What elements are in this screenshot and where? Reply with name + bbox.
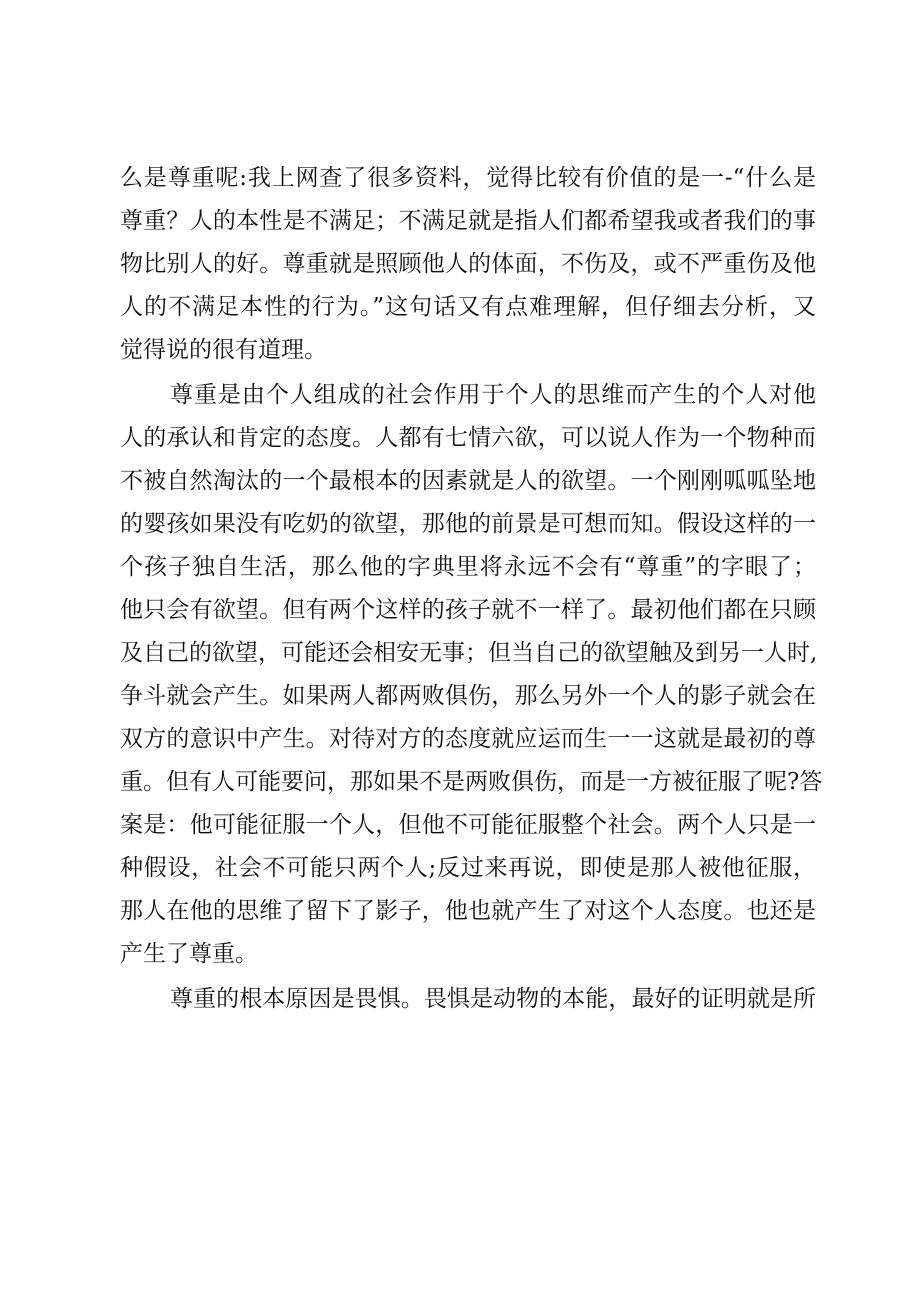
paragraph-1-line-2: 尊重？人的本性是不满足；不满足就是指人们都希望我或者我们的事 [120, 208, 816, 234]
paragraph-2-line-11: 案是：他可能征服一个人，但他不可能征服整个社会。两个人只是一 [120, 812, 816, 838]
paragraph-2-line-5: 个孩子独自生活，那么他的字典里将永远不会有“尊重”的字眼了； [120, 554, 816, 580]
paragraph-2-line-9: 双方的意识中产生。对待对方的态度就应运而生一一这就是最初的尊 [120, 726, 816, 752]
paragraph-1-line-3: 物比别人的好。尊重就是照顾他人的体面，不伤及，或不严重伤及他 [120, 251, 816, 277]
paragraph-2-line-2: 人的承认和肯定的态度。人都有七情六欲，可以说人作为一个物种而 [120, 425, 816, 451]
paragraph-3-line-1: 尊重的根本原因是畏惧。畏惧是动物的本能，最好的证明就是所 [170, 986, 816, 1012]
paragraph-2-line-4: 的婴孩如果没有吃奶的欲望，那他的前景是可想而知。假设这样的一 [120, 511, 816, 537]
paragraph-2-line-14: 产生了尊重。 [120, 941, 258, 967]
paragraph-2-line-1: 尊重是由个人组成的社会作用于个人的思维而产生的个人对他 [170, 382, 816, 408]
paragraph-2-line-13: 那人在他的思维了留下了影子，他也就产生了对这个人态度。也还是 [120, 898, 816, 924]
paragraph-2-line-10: 重。但有人可能要问，那如果不是两败俱伤，而是一方被征服了呢?答 [120, 769, 823, 795]
paragraph-2-line-8: 争斗就会产生。如果两人都两败俱伤，那么另外一个人的影子就会在 [120, 683, 816, 709]
paragraph-2-line-3: 不被自然淘汰的一个最根本的因素就是人的欲望。一个刚刚呱呱坠地 [120, 468, 816, 494]
paragraph-2-line-12: 种假设，社会不可能只两个人;反过来再说，即使是那人被他征服， [120, 855, 816, 881]
paragraph-2-line-6: 他只会有欲望。但有两个这样的孩子就不一样了。最初他们都在只顾 [120, 597, 816, 623]
paragraph-1-line-4: 人的不满足本性的行为。”这句话又有点难理解，但仔细去分析，又 [120, 294, 816, 320]
paragraph-1-line-1: 么是尊重呢:我上网查了很多资料，觉得比较有价值的是一-“什么是 [120, 165, 816, 191]
paragraph-2-line-7: 及自己的欲望，可能还会相安无事；但当自己的欲望触及到另一人时, [120, 640, 818, 666]
paragraph-1-line-5: 觉得说的很有道理。 [120, 337, 327, 363]
